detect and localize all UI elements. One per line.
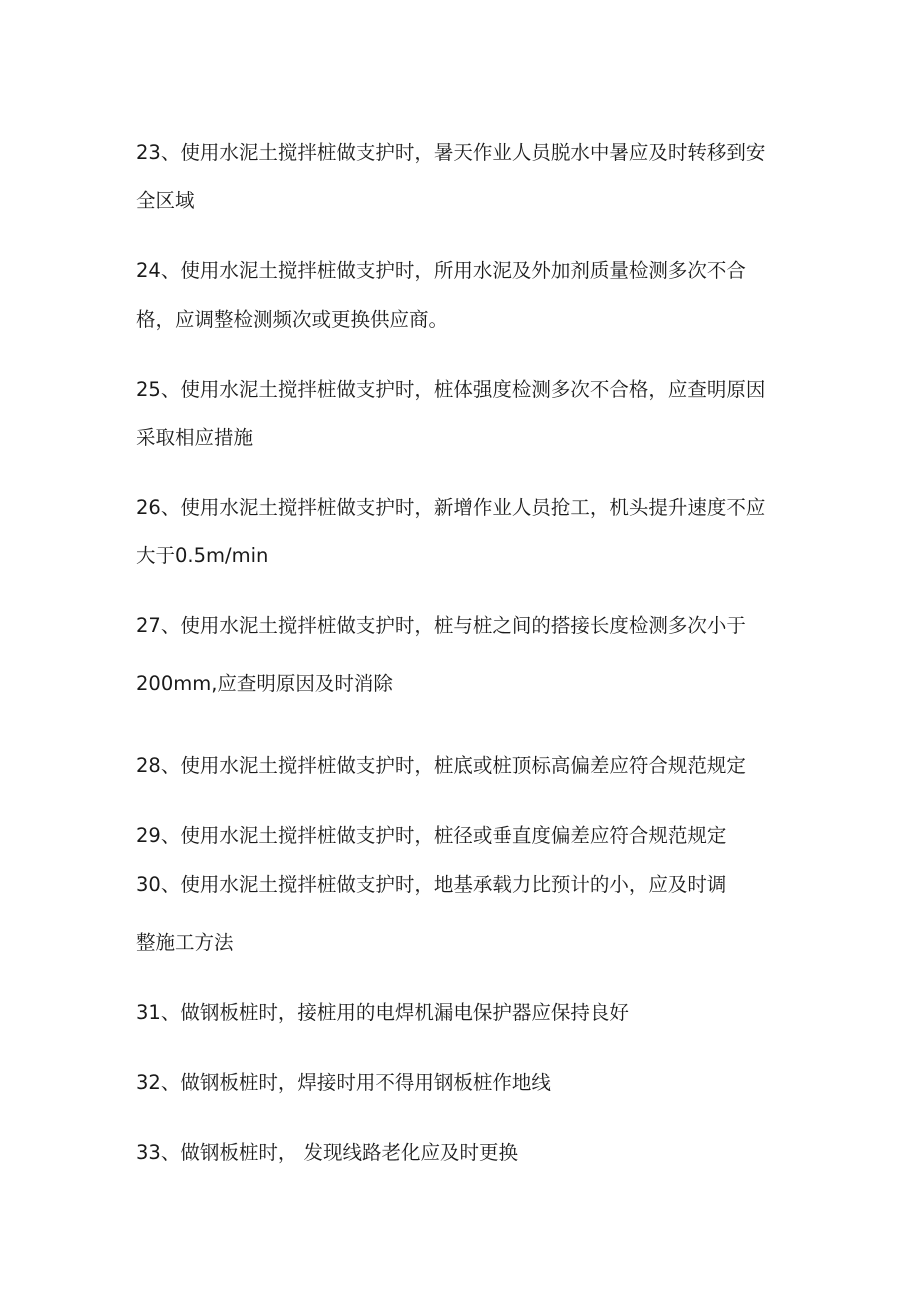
item-24-line-2: 格，应调整检测频次或更换供应商。 bbox=[136, 308, 449, 331]
item-26-line-1: 26、使用水泥土搅拌桩做支护时，新增作业人员抢工，机头提升速度不应 bbox=[136, 496, 766, 519]
item-26-line-2: 大于0.5m/min bbox=[136, 544, 269, 567]
item-24-line-1: 24、使用水泥土搅拌桩做支护时，所用水泥及外加剂质量检测多次不合 bbox=[136, 259, 746, 282]
item-30-line-2: 整施工方法 bbox=[136, 931, 234, 954]
item-25-line-2: 采取相应措施 bbox=[136, 426, 254, 449]
item-25-line-1: 25、使用水泥土搅拌桩做支护时，桩体强度检测多次不合格，应查明原因 bbox=[136, 378, 766, 401]
item-23-line-2: 全区域 bbox=[136, 189, 195, 212]
item-29-line-1: 29、使用水泥土搅拌桩做支护时，桩径或垂直度偏差应符合规范规定 bbox=[136, 824, 727, 847]
item-31-line-1: 31、做钢板桩时，接桩用的电焊机漏电保护器应保持良好 bbox=[136, 1001, 629, 1024]
item-27-line-1: 27、使用水泥土搅拌桩做支护时，桩与桩之间的搭接长度检测多次小于 bbox=[136, 614, 746, 637]
item-30-line-1: 30、使用水泥土搅拌桩做支护时，地基承载力比预计的小，应及时调 bbox=[136, 873, 727, 896]
item-28-line-1: 28、使用水泥土搅拌桩做支护时，桩底或桩顶标高偏差应符合规范规定 bbox=[136, 754, 746, 777]
item-33-line-1: 33、做钢板桩时， 发现线路老化应及时更换 bbox=[136, 1141, 519, 1164]
item-32-line-1: 32、做钢板桩时，焊接时用不得用钢板桩作地线 bbox=[136, 1071, 551, 1094]
item-27-line-2: 200mm,应查明原因及时消除 bbox=[136, 672, 393, 695]
item-23-line-1: 23、使用水泥土搅拌桩做支护时，暑天作业人员脱水中暑应及时转移到安 bbox=[136, 141, 766, 164]
